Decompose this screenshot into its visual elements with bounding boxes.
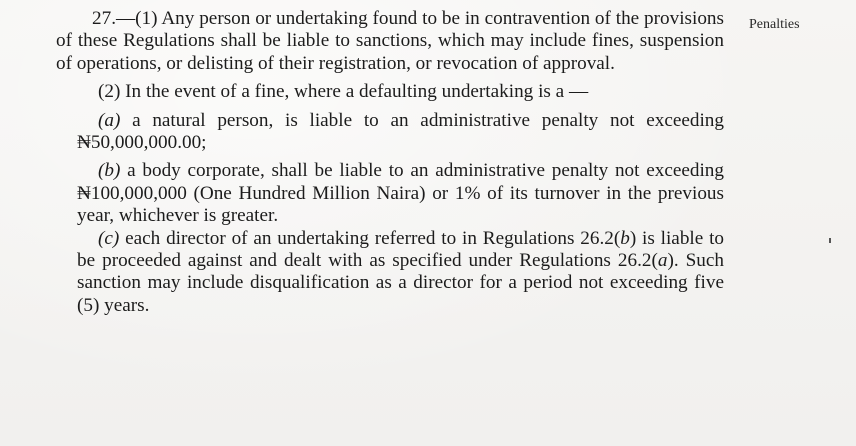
item-a-marker: (a)	[98, 109, 121, 131]
item-b	[56, 160, 724, 227]
regulation-body	[56, 8, 724, 317]
item-c-ref-1: b	[620, 227, 630, 249]
item-a	[56, 110, 724, 155]
item-b-text: a body corporate, shall be liable to an administrative penalty not exceeding ₦100,000,000 (One Hundred Million Naira) or 1% of its turnover in the previous year, whichever is greater.	[77, 160, 724, 227]
margin-note-penalties: Penalties	[749, 17, 800, 32]
item-c-text-3: ). Such sanction may include disqualification as a director for a period not exceeding five (5) years.	[77, 250, 725, 316]
section-27-subsection-1	[56, 8, 724, 75]
section-27-subsection-2	[56, 81, 724, 103]
section-number: 27.	[92, 8, 116, 29]
subsection-1-marker: (1)	[135, 8, 158, 29]
item-a-text: a natural person, is liable to an administrative penalty not exceeding ₦50,000,000.00;	[77, 109, 724, 154]
section-dash: —	[115, 8, 136, 29]
item-c	[56, 228, 724, 318]
item-c-text-2: ) is liable to be proceeded against and dealt with as specified under Regulations 26.2(	[77, 227, 724, 272]
subsection-2-text: In the event of a fine, where a defaulting undertaking is a —	[125, 81, 589, 103]
subsection-1-text: Any person or undertaking found to be in contravention of the provisions of these Regulations shall be liable to sanctions, which may include fines, suspension of operations, or delisting of their registration, or revocation of approval.	[56, 8, 724, 74]
item-c-text-1: each director of an undertaking referred to in Regulations 26.2(	[125, 227, 621, 249]
item-c-ref-2: a	[657, 250, 668, 272]
subsection-2-marker: (2)	[98, 81, 121, 103]
item-b-marker: (b)	[98, 160, 121, 182]
item-c-marker: (c)	[98, 227, 120, 249]
margin-tick-mark	[829, 238, 831, 243]
